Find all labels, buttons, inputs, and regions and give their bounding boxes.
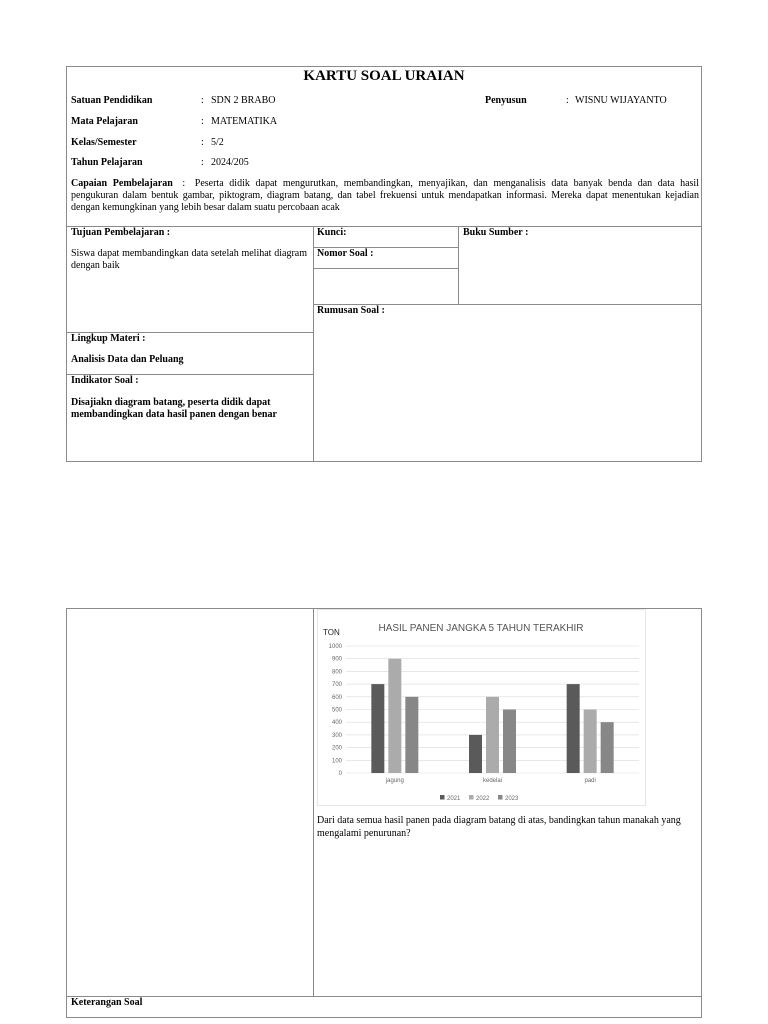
legend-swatch-2021 bbox=[440, 795, 445, 800]
bar-kedelai-2022 bbox=[486, 697, 499, 773]
x-category-label: jagung bbox=[385, 778, 404, 784]
kunci-label: Kunci: bbox=[317, 227, 347, 238]
bar-kedelai-2021 bbox=[469, 735, 482, 773]
satuan-pendidikan-label: Satuan Pendidikan bbox=[71, 95, 153, 106]
mata-pelajaran-value: MATEMATIKA bbox=[211, 116, 278, 127]
buku-sumber-label: Buku Sumber : bbox=[463, 227, 529, 238]
colon: : bbox=[182, 178, 186, 189]
capaian-label: Capaian Pembelajaran bbox=[71, 178, 173, 189]
y-tick-label: 0 bbox=[338, 771, 342, 777]
y-tick-label: 100 bbox=[331, 758, 342, 765]
colon: : bbox=[201, 137, 204, 148]
divider bbox=[313, 609, 314, 996]
bar-padi-2023 bbox=[601, 722, 614, 773]
lingkup-materi-text: Analisis Data dan Peluang bbox=[71, 354, 184, 365]
lingkup-materi-label: Lingkup Materi : bbox=[71, 333, 146, 344]
divider bbox=[458, 226, 459, 304]
divider bbox=[67, 996, 701, 997]
colon: : bbox=[201, 95, 204, 106]
divider bbox=[313, 226, 314, 462]
bar-padi-2021 bbox=[567, 684, 580, 773]
y-tick-label: 400 bbox=[331, 720, 342, 727]
tujuan-pembelajaran-label: Tujuan Pembelajaran : bbox=[71, 227, 171, 238]
bar-kedelai-2023 bbox=[503, 710, 516, 774]
colon: : bbox=[566, 95, 569, 106]
bar-padi-2022 bbox=[584, 710, 597, 774]
x-category-label: kedelai bbox=[482, 778, 503, 784]
tahun-pelajaran-value: 2024/205 bbox=[211, 157, 249, 168]
indikator-soal-text: Disajiakn diagram batang, peserta didik dapat membandingkan data hasil panen dengan benar bbox=[71, 397, 277, 420]
card-title: KARTU SOAL URAIAN bbox=[303, 68, 465, 84]
chart-title: HASIL PANEN JANGKA 5 TAHUN TERAKHIR bbox=[378, 623, 584, 634]
y-tick-label: 1000 bbox=[328, 644, 342, 650]
legend-label: 2023 bbox=[505, 796, 519, 802]
kartu-soal-card bbox=[66, 66, 702, 462]
legend-label: 2022 bbox=[476, 796, 490, 802]
bar-jagung-2021 bbox=[371, 684, 384, 773]
question-text: Dari data semua hasil panen pada diagram batang di atas, bandingkan tahun manakah yang mengalami penurunan? bbox=[317, 815, 681, 839]
rumusan-soal-label: Rumusan Soal : bbox=[317, 305, 385, 316]
y-tick-label: 900 bbox=[331, 656, 342, 663]
satuan-pendidikan-value: SDN 2 BRABO bbox=[211, 95, 276, 106]
nomor-soal-label: Nomor Soal : bbox=[317, 248, 374, 259]
indikator-soal-label: Indikator Soal : bbox=[71, 375, 139, 386]
y-tick-label: 700 bbox=[331, 682, 342, 689]
colon: : bbox=[201, 157, 204, 168]
tahun-pelajaran-label: Tahun Pelajaran bbox=[71, 157, 143, 168]
tujuan-pembelajaran-text: Siswa dapat membandingkan data setelah melihat diagram dengan baik bbox=[71, 248, 307, 271]
legend-swatch-2022 bbox=[469, 795, 474, 800]
bar-jagung-2022 bbox=[388, 659, 401, 773]
y-tick-label: 200 bbox=[331, 745, 342, 752]
bar-jagung-2023 bbox=[405, 697, 418, 773]
kelas-semester-label: Kelas/Semester bbox=[71, 137, 137, 148]
penyusun-label: Penyusun bbox=[485, 95, 527, 106]
y-tick-label: 800 bbox=[331, 669, 342, 676]
kelas-semester-value: 5/2 bbox=[211, 137, 224, 148]
x-category-label: padi bbox=[584, 778, 596, 784]
bar-chart bbox=[317, 609, 646, 806]
colon: : bbox=[201, 116, 204, 127]
y-tick-label: 500 bbox=[331, 707, 342, 714]
keterangan-soal-label: Keterangan Soal bbox=[71, 997, 143, 1008]
y-tick-label: 600 bbox=[331, 694, 342, 701]
y-axis-unit-label: TON bbox=[323, 628, 340, 637]
legend-label: 2021 bbox=[447, 796, 461, 802]
bar-chart-svg bbox=[318, 610, 645, 805]
y-tick-label: 300 bbox=[331, 732, 342, 739]
mata-pelajaran-label: Mata Pelajaran bbox=[71, 116, 138, 127]
capaian-pembelajaran bbox=[71, 178, 699, 214]
divider bbox=[313, 268, 458, 269]
capaian-text: Peserta didik dapat mengurutkan, membandingkan, menyajikan, dan menganalisis data banyak benda dan data hasil pengukuran dalam bentuk gambar, piktogram, diagram batang, dan tabel frekuensi untuk mendapatkan informasi. Mereka dapat menentukan kejadian dengan kemungkinan yang lebih besar dalam suatu percobaan acak bbox=[71, 178, 699, 213]
legend-swatch-2023 bbox=[498, 795, 503, 800]
kartu-soal-card-continued bbox=[66, 608, 702, 1018]
penyusun-value: WISNU WIJAYANTO bbox=[575, 95, 667, 106]
